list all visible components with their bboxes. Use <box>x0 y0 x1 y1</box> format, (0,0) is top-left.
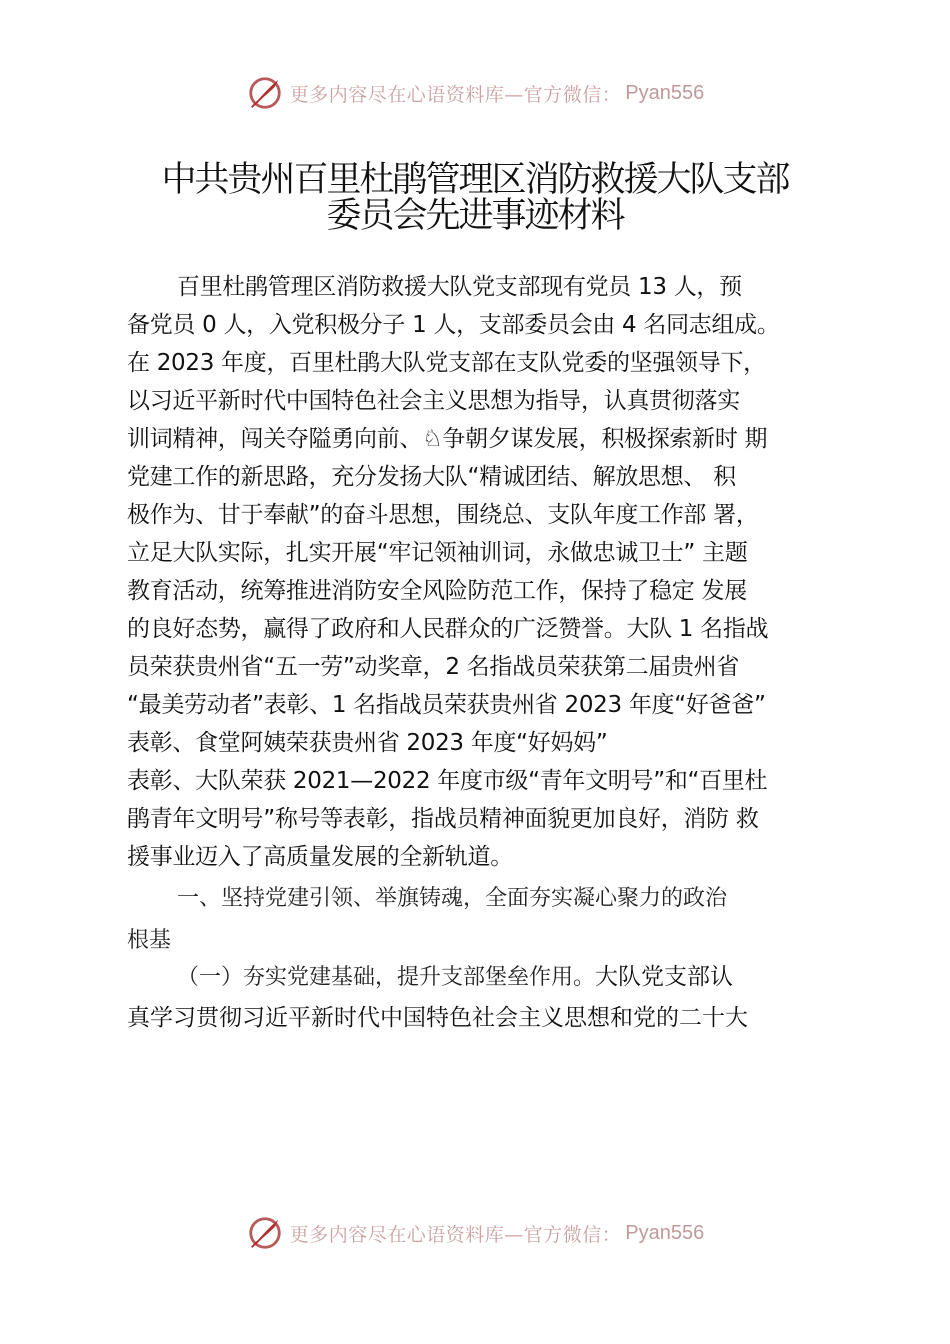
watermark-wechat-id: Pyan556 <box>625 81 705 104</box>
paragraph-line: 教育活动，统筹推进消防安全风险防范工作，保持了稳定 发展 <box>127 578 747 604</box>
paragraph-line: 党建工作的新思路，充分发扬大队“精诚团结、解放思想、 积 <box>127 464 736 490</box>
section-heading-1 <box>127 878 827 962</box>
paragraph-line: 表彰、食堂阿姨荣获贵州省 2023 年度“好妈妈” <box>127 730 608 756</box>
paragraph-line: 以习近平新时代中国特色社会主义思想为指导，认真贯彻落实 <box>127 388 740 414</box>
quill-logo-icon <box>246 1214 284 1252</box>
paragraph-line: 百里杜鹃管理区消防救援大队党支部现有党员 13 人，预 <box>177 274 742 300</box>
watermark-text: 更多内容尽在心语资料库—官方微信： <box>289 1223 622 1246</box>
watermark-banner-bottom <box>0 1210 950 1256</box>
watermark-text: 更多内容尽在心语资料库—官方微信： <box>289 83 622 106</box>
quill-logo-icon <box>246 74 284 112</box>
paragraph-line: 表彰、大队荣获 2021—2022 年度市级“青年文明号”和“百里杜 <box>127 768 768 794</box>
section-heading-line: 根基 <box>127 928 172 953</box>
paragraph-line: 训词精神，闯关夺隘勇向前、♘争朝夕谋发展，积极探索新时 期 <box>127 426 768 452</box>
intro-paragraph <box>127 268 827 876</box>
paragraph-line: 鹃青年文明号”称号等表彰，指战员精神面貌更加良好，消防 救 <box>127 806 759 832</box>
paragraph-line: 员荣获贵州省“五一劳”动奖章，2 名指战员荣获第二届贵州省 <box>127 654 740 680</box>
paragraph-line: 备党员 0 人，入党积极分子 1 人，支部委员会由 4 名同志组成。 <box>127 312 780 338</box>
subsection-heading: （一）夯实党建基础，提升支部堡垒作用。 <box>177 965 596 990</box>
title-line: 中共贵州百里杜鹃管理区消防救援大队支部 <box>161 160 789 200</box>
paragraph-line: 在 2023 年度，百里杜鹃大队党支部在支队党委的坚强领导下， <box>127 350 766 376</box>
subsection-1 <box>127 957 827 1038</box>
title-line: 委员会先进事迹材料 <box>326 196 624 236</box>
subsection-lead-text: 大队党支部认 <box>595 964 734 990</box>
paragraph-line: 援事业迈入了高质量发展的全新轨道。 <box>127 844 513 870</box>
section-heading-line: 一、坚持党建引领、举旗铸魂，全面夯实凝心聚力的政治 <box>177 886 728 911</box>
paragraph-line: 的良好态势，赢得了政府和人民群众的广泛赞誉。大队 1 名指战 <box>127 616 769 642</box>
paragraph-line: “最美劳动者”表彰、1 名指战员荣获贵州省 2023 年度“好爸爸” <box>127 692 766 718</box>
document-title <box>0 162 950 234</box>
paragraph-line: 立足大队实际，扎实开展“牢记领袖训词，永做忠诚卫士” 主题 <box>127 540 748 566</box>
paragraph-line: 真学习贯彻习近平新时代中国特色社会主义思想和党的二十大 <box>127 1005 748 1031</box>
paragraph-line: 极作为、甘于奉献”的奋斗思想，围绕总、支队年度工作部 署， <box>127 502 759 528</box>
subsection-first-line <box>127 957 827 998</box>
watermark-wechat-id: Pyan556 <box>625 1221 705 1244</box>
watermark-banner-top <box>0 70 950 116</box>
